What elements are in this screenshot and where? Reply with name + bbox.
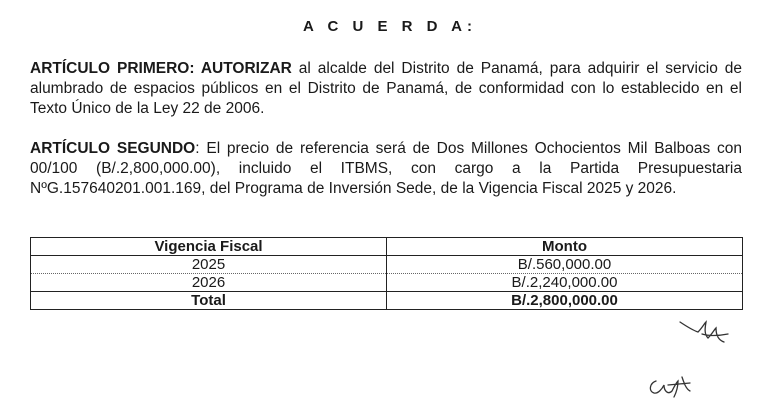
initials-mark: [646, 373, 698, 399]
total-label: Total: [31, 292, 387, 310]
budget-table: [30, 237, 743, 310]
signature-mark: [678, 318, 730, 346]
header-monto: Monto: [387, 238, 743, 256]
table-total-row: [31, 292, 743, 310]
article-segundo-label: ARTÍCULO SEGUNDO: [30, 140, 196, 157]
table-row: [31, 256, 743, 274]
row-year: 2026: [31, 274, 387, 292]
article-primero-label: ARTÍCULO PRIMERO: [30, 60, 190, 77]
table-row: [31, 274, 743, 292]
row-amount: B/.2,240,000.00: [387, 274, 743, 292]
heading: A C U E R D A:: [303, 18, 477, 35]
article-primero-text: al alcalde del Distrito de Panamá, para adquirir el servicio de alumbrado de espacios públicos en el Distrito de Panamá, de conformidad con lo establecido en el Texto Único de la Ley 22 de 2006.: [30, 60, 742, 117]
article-segundo-text: : El precio de referencia será de Dos Millones Ochocientos Mil Balboas con 00/100 (B/.2,800,000.00), incluido el ITBMS, con cargo a la Partida Presupuestaria NºG.157640201.001.169, del Programa de Inversión Sede, de la Vigencia Fiscal 2025 y 2026.: [30, 140, 743, 197]
article-primero-verb: AUTORIZAR: [200, 60, 292, 77]
row-amount: B/.560,000.00: [387, 256, 743, 274]
article-primero-separator: :: [189, 60, 201, 77]
header-vigencia-fiscal: Vigencia Fiscal: [31, 238, 387, 256]
row-year: 2025: [31, 256, 387, 274]
total-amount: B/.2,800,000.00: [387, 292, 743, 310]
article-segundo: [30, 139, 742, 199]
table-header-row: [31, 238, 743, 256]
article-primero: [30, 59, 742, 119]
